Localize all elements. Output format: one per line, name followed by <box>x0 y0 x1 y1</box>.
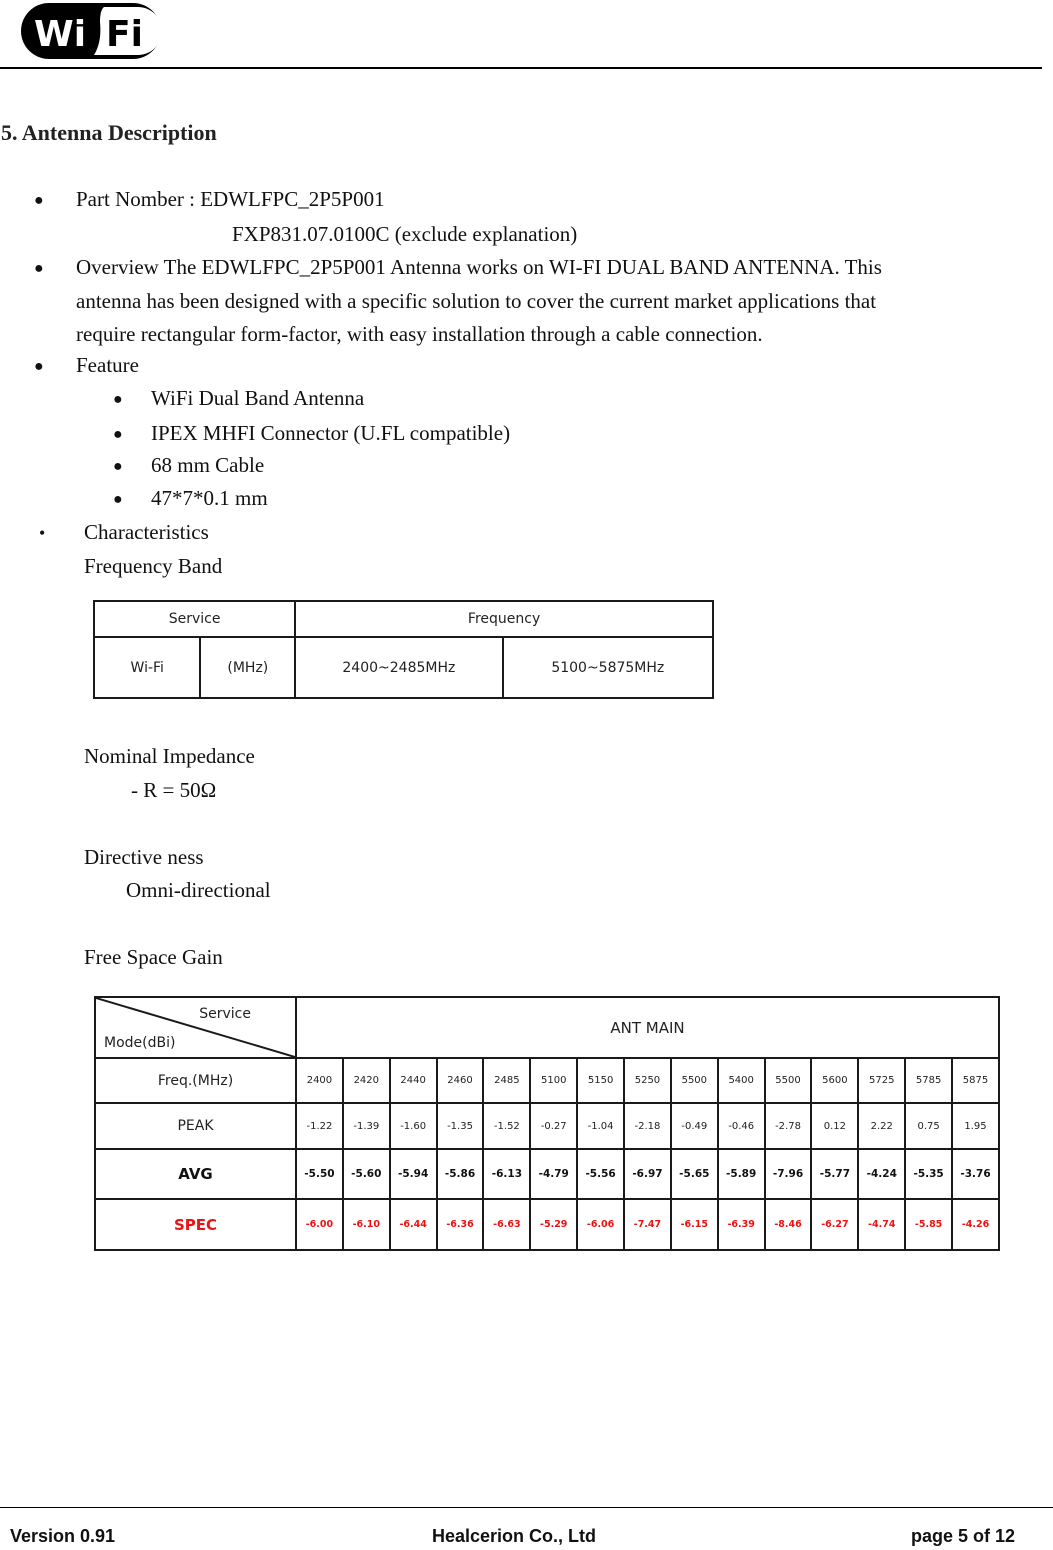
header-service: Service <box>94 601 295 637</box>
cell-service: Wi-Fi <box>94 637 200 698</box>
peak-cell: -0.27 <box>530 1103 577 1148</box>
spec-row <box>95 1199 999 1250</box>
spec-cell: -5.29 <box>530 1199 577 1250</box>
freq-cell: 2440 <box>390 1058 437 1103</box>
feature-item: 47*7*0.1 mm <box>151 486 268 510</box>
avg-cell: -5.77 <box>811 1149 858 1200</box>
spec-cell: -6.36 <box>437 1199 484 1250</box>
spec-cell: -6.63 <box>483 1199 530 1250</box>
row-label: Freq.(MHz) <box>95 1058 296 1103</box>
freq-cell: 5500 <box>671 1058 718 1103</box>
spec-cell: -6.39 <box>718 1199 765 1250</box>
avg-cell: -5.35 <box>905 1149 952 1200</box>
row-label: SPEC <box>95 1199 296 1250</box>
freq-cell: 5400 <box>718 1058 765 1103</box>
freq-cell: 5600 <box>811 1058 858 1103</box>
cell-unit: (MHz) <box>200 637 295 698</box>
avg-cell: -5.94 <box>390 1149 437 1200</box>
characteristics-label: Characteristics <box>84 520 209 544</box>
corner-mode-label: Mode(dBi) <box>104 1035 176 1051</box>
spec-cell: -7.47 <box>624 1199 671 1250</box>
peak-cell: -1.04 <box>577 1103 624 1148</box>
impedance-value: - R = 50Ω <box>131 778 217 802</box>
freq-cell: 2460 <box>437 1058 484 1103</box>
spec-cell: -4.74 <box>858 1199 905 1250</box>
spec-cell: -6.06 <box>577 1199 624 1250</box>
overview-line-2: antenna has been designed with a specific solution to cover the current market applications that <box>76 289 877 313</box>
peak-cell: -2.18 <box>624 1103 671 1148</box>
peak-cell: -1.60 <box>390 1103 437 1148</box>
freq-cell: 5150 <box>577 1058 624 1103</box>
freq-cell: 5250 <box>624 1058 671 1103</box>
peak-cell: -0.49 <box>671 1103 718 1148</box>
spec-cell: -6.00 <box>296 1199 343 1250</box>
peak-cell: 0.12 <box>811 1103 858 1148</box>
freq-cell: 5500 <box>765 1058 812 1103</box>
bullet-icon: ● <box>34 260 44 277</box>
group-header: ANT MAIN <box>296 997 999 1058</box>
peak-cell: -1.35 <box>437 1103 484 1148</box>
spec-cell: -6.44 <box>390 1199 437 1250</box>
peak-cell: 0.75 <box>905 1103 952 1148</box>
freq-cell: 2400 <box>296 1058 343 1103</box>
freq-cell: 5725 <box>858 1058 905 1103</box>
spec-cell: -6.27 <box>811 1199 858 1250</box>
peak-cell: -1.22 <box>296 1103 343 1148</box>
feature-item: WiFi Dual Band Antenna <box>151 386 365 410</box>
avg-cell: -5.89 <box>718 1149 765 1200</box>
peak-cell: -2.78 <box>765 1103 812 1148</box>
cell-band-5: 5100~5875MHz <box>503 637 713 698</box>
spec-cell: -6.15 <box>671 1199 718 1250</box>
part-number: Part Nomber : EDWLFPC_2P5P001 <box>76 187 385 211</box>
freq-cell: 2485 <box>483 1058 530 1103</box>
freq-cell: 5875 <box>952 1058 999 1103</box>
peak-cell: -1.39 <box>343 1103 390 1148</box>
avg-cell: -5.86 <box>437 1149 484 1200</box>
spec-cell: -6.10 <box>343 1199 390 1250</box>
impedance-label: Nominal Impedance <box>84 744 255 768</box>
peak-cell: 1.95 <box>952 1103 999 1148</box>
avg-cell: -7.96 <box>765 1149 812 1200</box>
peak-cell: -1.52 <box>483 1103 530 1148</box>
bullet-icon: ● <box>113 458 123 475</box>
footer-divider <box>0 1507 1053 1508</box>
row-label: PEAK <box>95 1103 296 1148</box>
wifi-logo-icon <box>20 2 162 60</box>
freq-cell: 2420 <box>343 1058 390 1103</box>
avg-cell: -5.60 <box>343 1149 390 1200</box>
avg-cell: -5.50 <box>296 1149 343 1200</box>
gain-label: Free Space Gain <box>84 945 223 969</box>
bullet-icon: ● <box>113 491 123 508</box>
part-number-alt: FXP831.07.0100C (exclude explanation) <box>232 222 578 246</box>
spec-cell: -8.46 <box>765 1199 812 1250</box>
corner-service-label: Service <box>199 1006 251 1022</box>
bullet-icon: ● <box>34 358 44 375</box>
feature-item: IPEX MHFI Connector (U.FL compatible) <box>151 421 511 445</box>
spec-cell: -5.85 <box>905 1199 952 1250</box>
peak-cell: -0.46 <box>718 1103 765 1148</box>
footer-page-number: page 5 of 12 <box>911 1526 1016 1546</box>
avg-cell: -5.65 <box>671 1149 718 1200</box>
avg-cell: -6.97 <box>624 1149 671 1200</box>
footer-version: Version 0.91 <box>10 1526 116 1546</box>
bullet-icon: ● <box>113 391 123 408</box>
free-space-gain-table <box>94 996 1000 1251</box>
corner-header <box>95 997 296 1058</box>
feature-item: 68 mm Cable <box>151 453 265 477</box>
header-divider <box>0 67 1042 69</box>
overview-line-1: Overview The EDWLFPC_2P5P001 Antenna works on WI-FI DUAL BAND ANTENNA. This <box>76 255 882 279</box>
frequency-band-label: Frequency Band <box>84 554 223 578</box>
directivity-value: Omni-directional <box>126 878 271 902</box>
header-frequency: Frequency <box>295 601 713 637</box>
overview-line-3: require rectangular form-factor, with easy installation through a cable connection. <box>76 322 763 346</box>
freq-cell: 5785 <box>905 1058 952 1103</box>
avg-cell: -4.79 <box>530 1149 577 1200</box>
avg-cell: -4.24 <box>858 1149 905 1200</box>
svg-text:Fi: Fi <box>106 14 143 55</box>
footer-company: Healcerion Co., Ltd <box>432 1526 597 1546</box>
row-label: AVG <box>95 1149 296 1200</box>
frequency-table <box>93 600 714 699</box>
avg-cell: -6.13 <box>483 1149 530 1200</box>
section-title: 5. Antenna Description <box>1 120 217 145</box>
freq-row <box>95 1058 999 1103</box>
feature-label: Feature <box>76 353 139 377</box>
bullet-icon: • <box>39 523 46 543</box>
directivity-label: Directive ness <box>84 845 204 869</box>
bullet-icon: ● <box>113 426 123 443</box>
bullet-icon: ● <box>34 192 44 209</box>
avg-cell: -3.76 <box>952 1149 999 1200</box>
avg-row <box>95 1149 999 1200</box>
peak-row <box>95 1103 999 1148</box>
freq-cell: 5100 <box>530 1058 577 1103</box>
spec-cell: -4.26 <box>952 1199 999 1250</box>
peak-cell: 2.22 <box>858 1103 905 1148</box>
cell-band-24: 2400~2485MHz <box>295 637 502 698</box>
svg-text:Wi: Wi <box>34 14 87 55</box>
avg-cell: -5.56 <box>577 1149 624 1200</box>
